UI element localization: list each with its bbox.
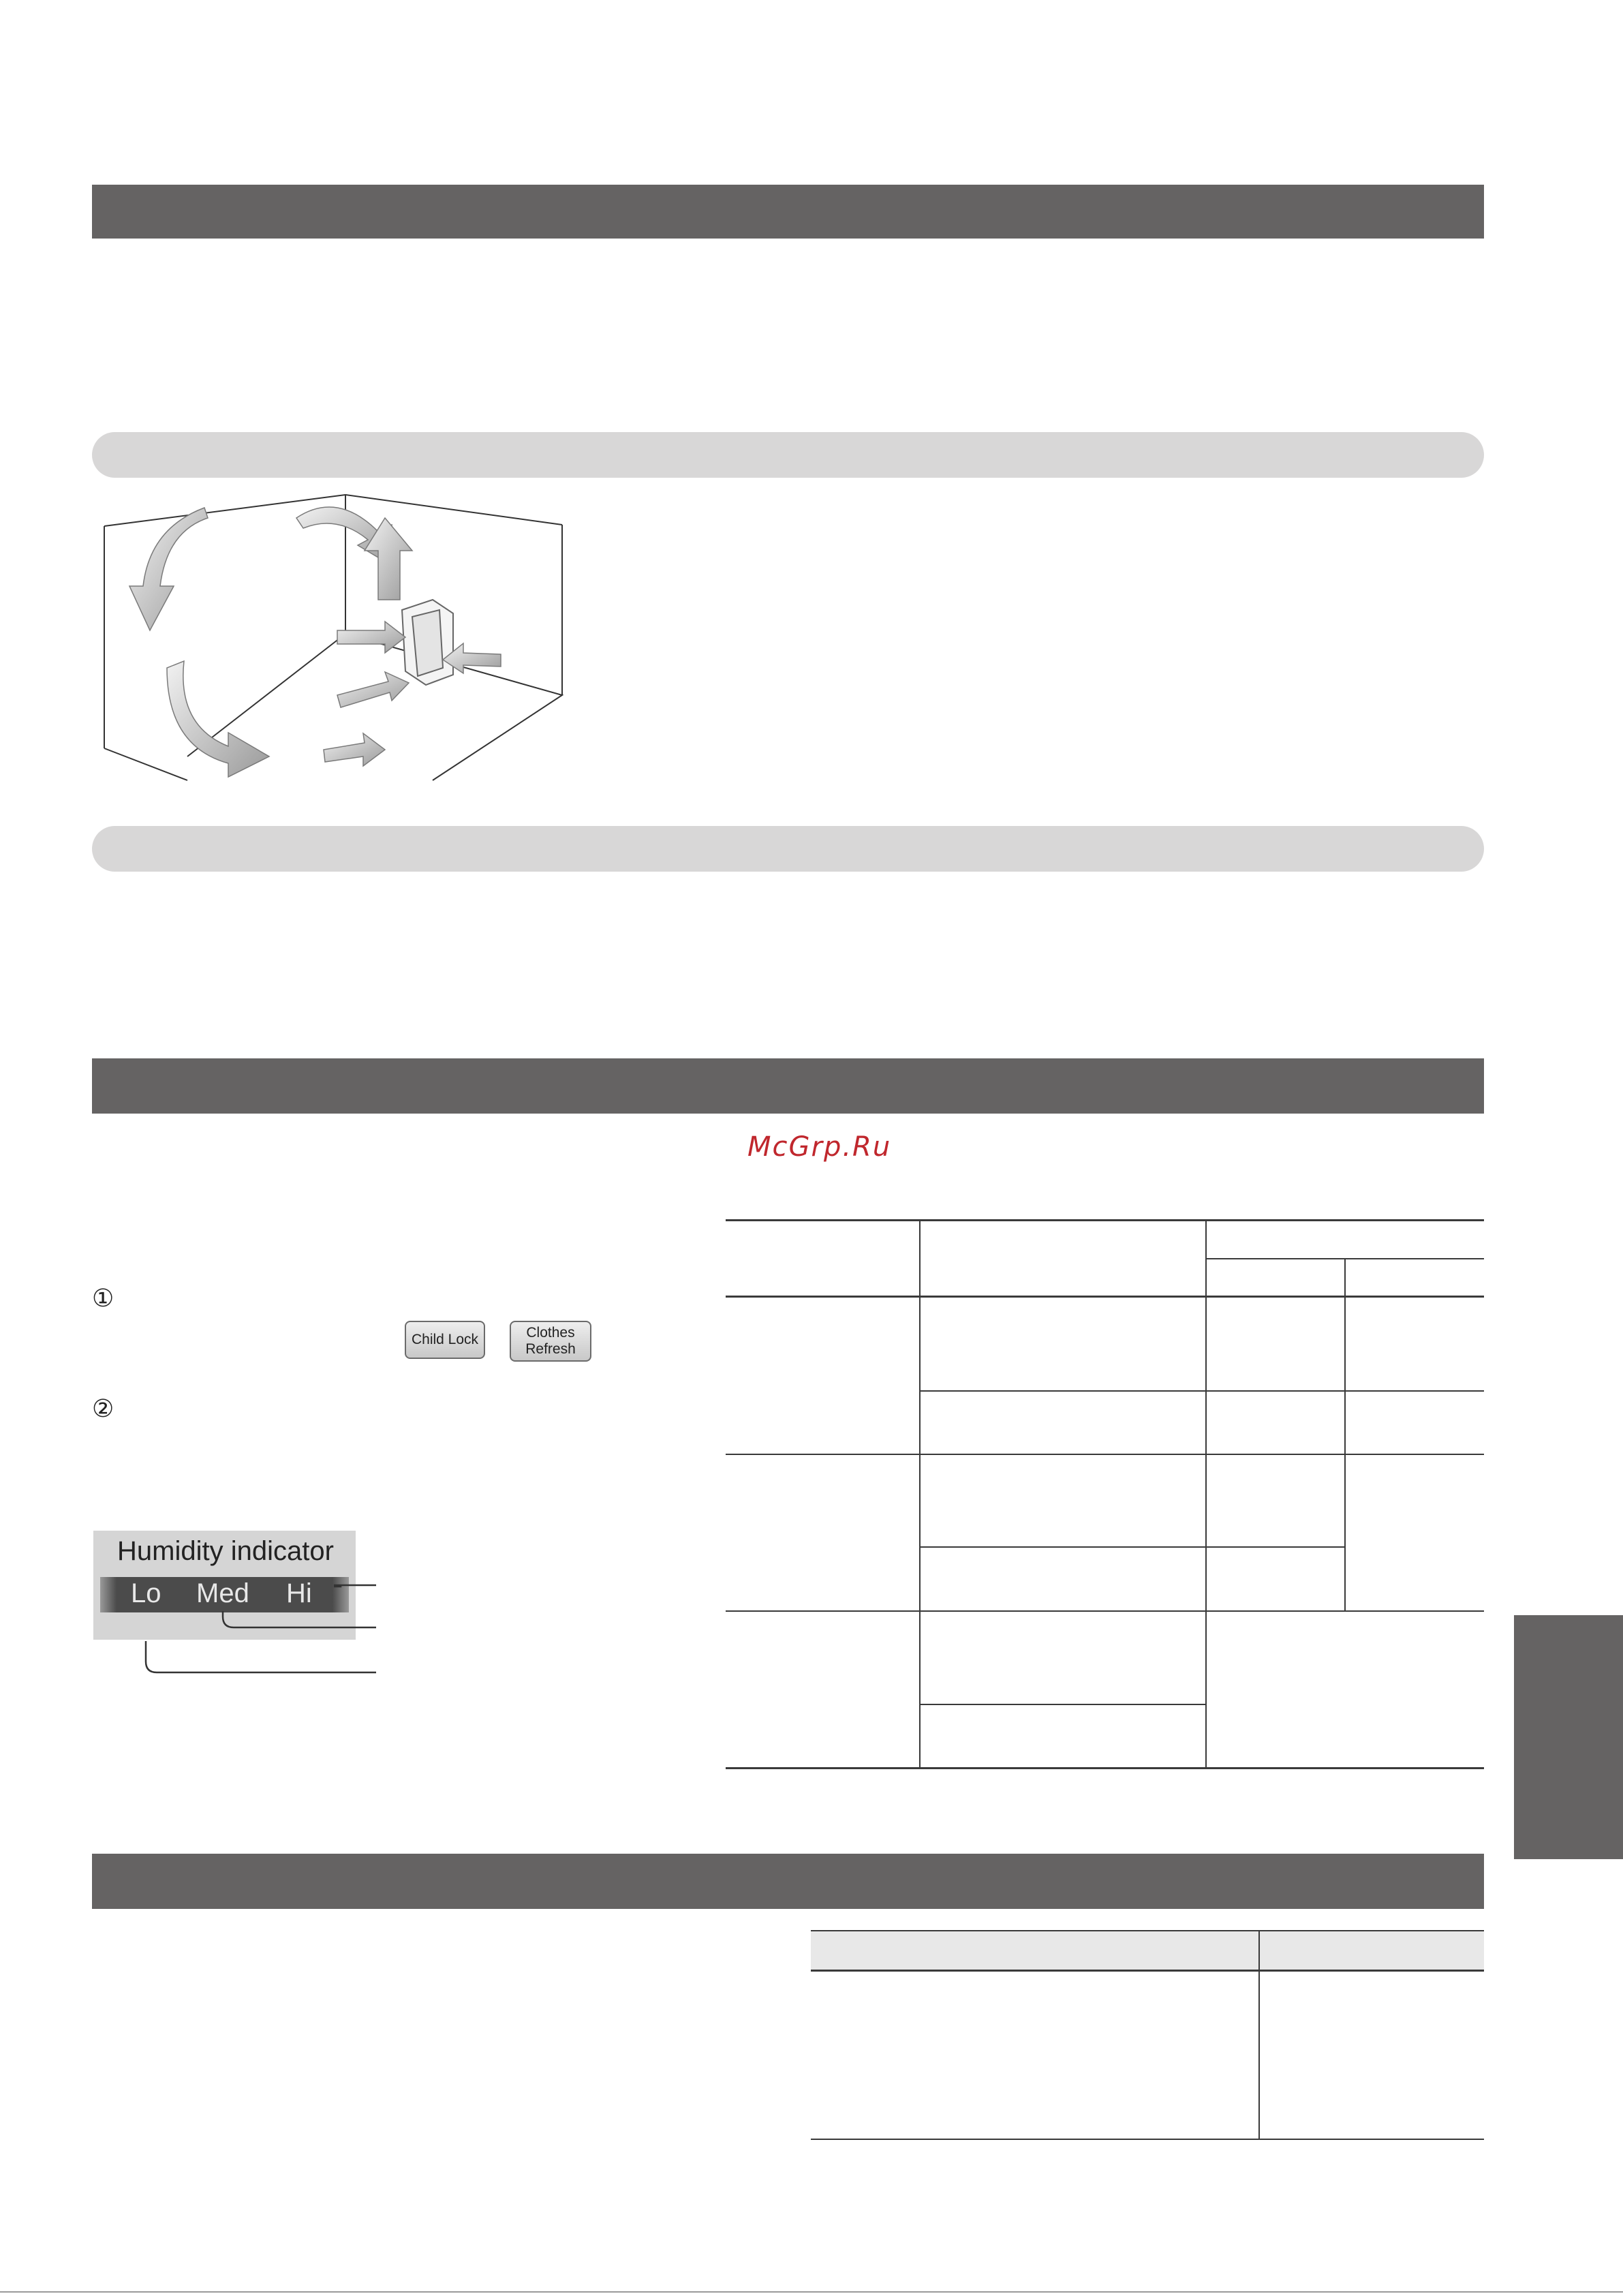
section-header-bar-2: [92, 1058, 1484, 1114]
table1-row2a-rule: [920, 1546, 1345, 1548]
table1-row2-rule: [726, 1610, 1484, 1612]
step-mark-2: ②: [92, 1395, 114, 1423]
table1-bottom-rule: [726, 1767, 1484, 1769]
bottom-edge-rule: [0, 2291, 1623, 2293]
step-mark-1: ①: [92, 1285, 114, 1313]
table1-top-rule: [726, 1219, 1484, 1221]
table1-col2-divider: [1205, 1219, 1207, 1769]
humidity-level-hi: Hi: [286, 1578, 312, 1608]
table2-col-divider: [1258, 1930, 1260, 2140]
humidity-indicator-leader-lines: [136, 1581, 382, 1690]
table1-row1-rule: [726, 1454, 1484, 1455]
section-header-bar-3: [92, 1854, 1484, 1909]
humidity-level-med: Med: [196, 1578, 249, 1608]
humidity-level-lo: Lo: [131, 1578, 161, 1608]
table1-col3-divider: [1344, 1258, 1346, 1611]
table2-header-fill: [811, 1931, 1484, 1970]
child-lock-button[interactable]: Child Lock: [405, 1321, 485, 1359]
table1-col1-divider: [919, 1219, 921, 1769]
table1-row3a-rule: [920, 1704, 1206, 1705]
section-header-bar-1: [92, 185, 1484, 239]
table2-bottom-rule: [811, 2139, 1484, 2140]
side-chapter-tab: [1514, 1615, 1623, 1859]
table1-row1a-rule: [920, 1390, 1484, 1392]
table1-header-rule: [726, 1296, 1484, 1298]
watermark: McGrp.Ru: [747, 1131, 892, 1163]
subsection-header-bar-1: [92, 432, 1484, 478]
humidity-indicator-title: Humidity indicator: [117, 1536, 334, 1566]
subsection-header-bar-2: [92, 826, 1484, 872]
clothes-refresh-button[interactable]: Clothes Refresh: [510, 1321, 591, 1362]
table2-header-rule: [811, 1970, 1484, 1972]
room-airflow-illustration: [92, 491, 583, 784]
